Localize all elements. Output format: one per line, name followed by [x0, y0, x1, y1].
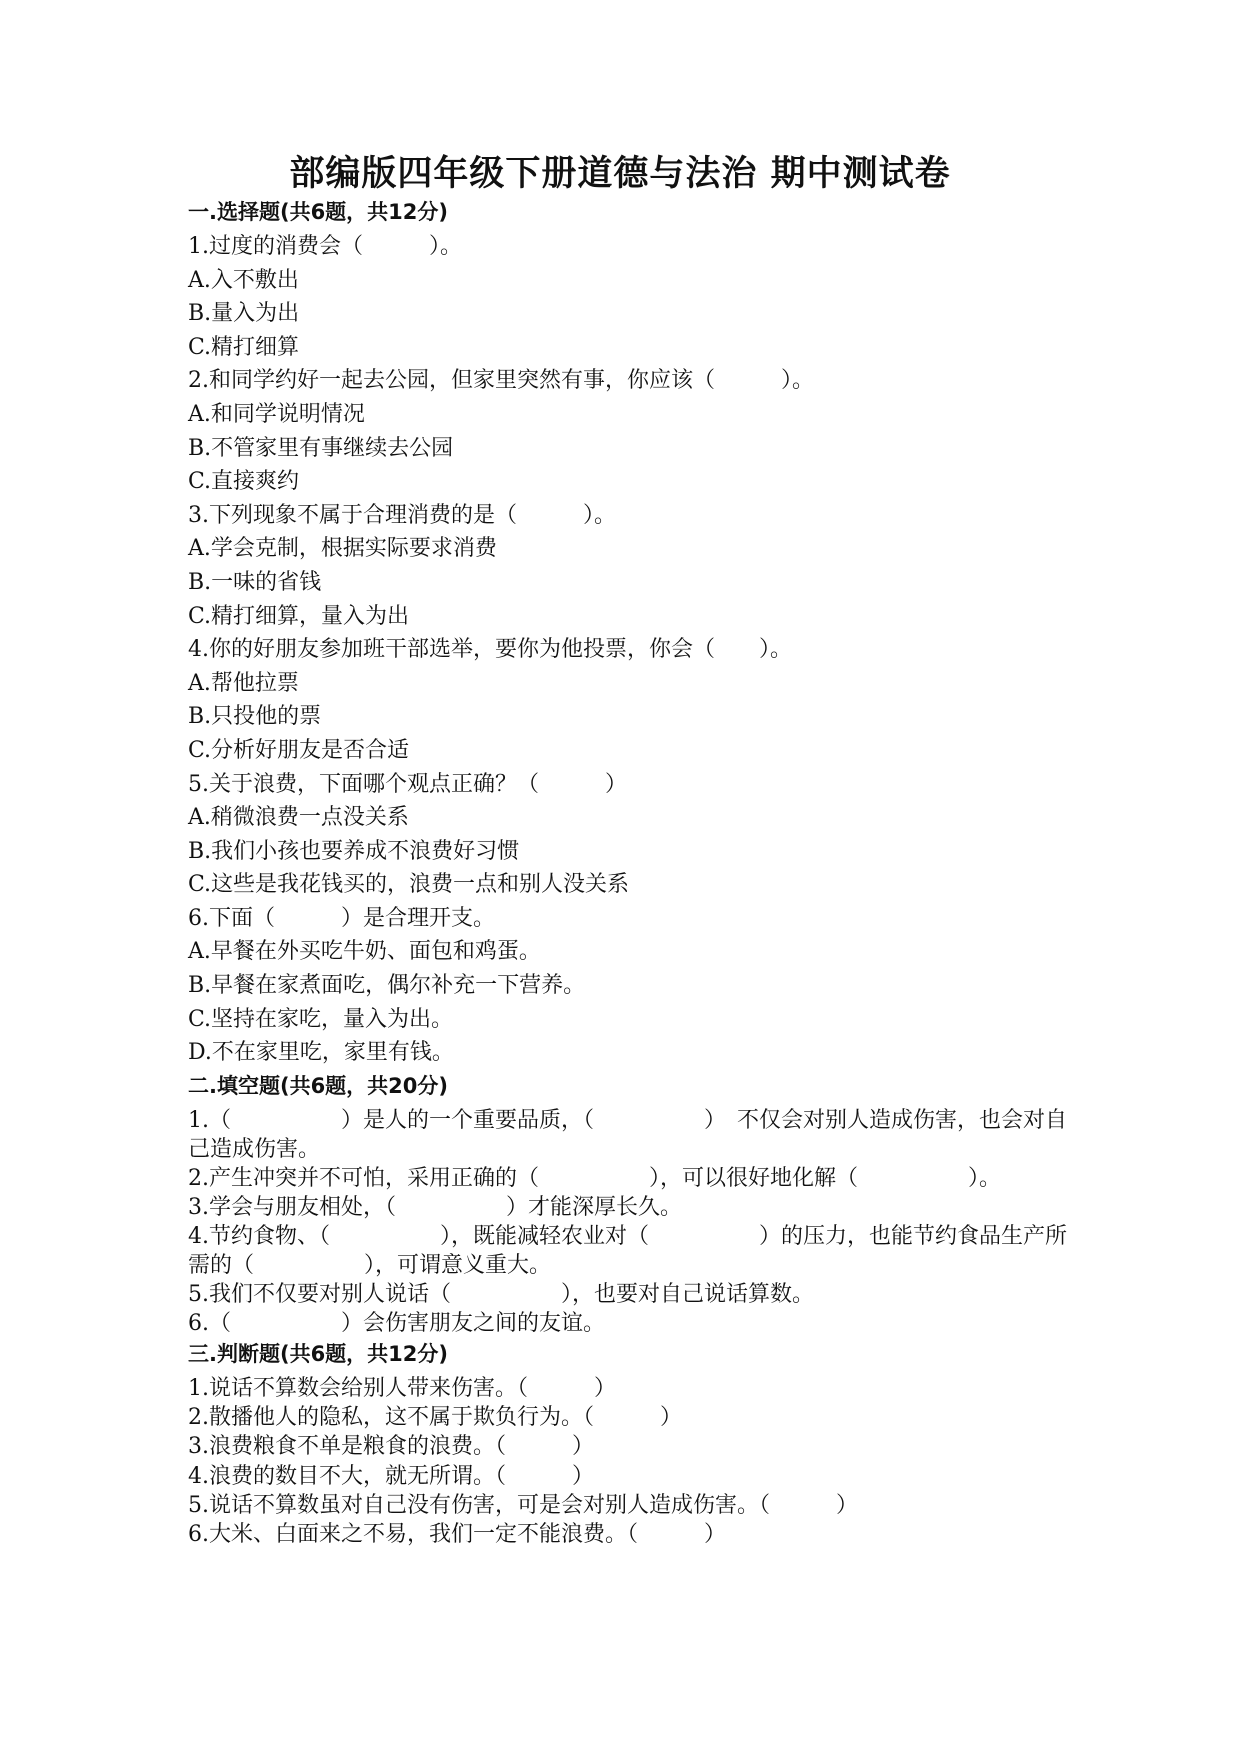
question-line: 3.浪费粮食不单是粮食的浪费。（ ）: [188, 1434, 594, 1460]
question-line: 6.下面（ ）是合理开支。: [188, 905, 495, 931]
option-line: A.早餐在外买吃牛奶、面包和鸡蛋。: [188, 939, 541, 965]
option-line: C.分析好朋友是否合适: [188, 737, 410, 763]
option-line: D.不在家里吃，家里有钱。: [188, 1040, 454, 1066]
option-line: B.不管家里有事继续去公园: [188, 435, 454, 461]
question-line: 2.散播他人的隐私，这不属于欺负行为。（ ）: [188, 1405, 682, 1431]
option-line: A.稍微浪费一点没关系: [188, 805, 409, 831]
question-line: 5.说话不算数虽对自己没有伤害，可是会对别人造成伤害。（ ）: [188, 1493, 858, 1519]
option-line: B.只投他的票: [188, 704, 322, 730]
section-choice-questions: [188, 230, 1088, 1070]
option-line: C.直接爽约: [188, 469, 300, 495]
option-line: B.我们小孩也要养成不浪费好习惯: [188, 838, 520, 864]
option-line: A.学会克制，根据实际要求消费: [188, 536, 497, 562]
section-true-false-questions: [188, 1374, 1088, 1550]
question-line: 3.学会与朋友相处，（ ）才能深厚长久。: [188, 1194, 682, 1220]
section-fill-blank-questions: [188, 1106, 1088, 1338]
page-title: 部编版四年级下册道德与法治 期中测试卷: [289, 154, 951, 194]
question-line: 4.浪费的数目不大，就无所谓。（ ）: [188, 1463, 594, 1489]
option-line: A.入不敷出: [188, 267, 299, 293]
section-heading-true-false: 三.判断题(共6题，共12分): [188, 1341, 449, 1366]
question-line: 4.节约食物、（ ），既能减轻农业对（ ）的压力，也能节约食品生产所需的（ ），可谓意义重大。: [188, 1223, 1067, 1278]
option-line: C.精打细算: [188, 334, 300, 360]
option-line: B.量入为出: [188, 301, 300, 327]
question-line: 3.下列现象不属于合理消费的是（ ）。: [188, 502, 616, 528]
question-line: 5.关于浪费，下面哪个观点正确？（ ）: [188, 771, 627, 797]
question-line: 2.产生冲突并不可怕，采用正确的（ ），可以很好地化解（ ）。: [188, 1165, 1001, 1191]
option-line: B.一味的省钱: [188, 569, 322, 595]
question-line: 6.大米、白面来之不易，我们一定不能浪费。（ ）: [188, 1522, 726, 1548]
option-line: B.早餐在家煮面吃，偶尔补充一下营养。: [188, 973, 586, 999]
question-line: 1.（ ）是人的一个重要品质，（ ） 不仅会对别人造成伤害，也会对自己造成伤害。: [188, 1107, 1067, 1162]
option-line: A.帮他拉票: [188, 670, 299, 696]
section-heading-choice: 一.选择题(共6题，共12分): [188, 200, 449, 224]
option-line: C.坚持在家吃，量入为出。: [188, 1006, 454, 1032]
question-line: 1.说话不算数会给别人带来伤害。（ ）: [188, 1375, 616, 1401]
question-line: 4.你的好朋友参加班干部选举，要你为他投票，你会（ ）。: [188, 637, 792, 663]
option-line: A.和同学说明情况: [188, 401, 365, 427]
question-line: 6.（ ）会伤害朋友之间的友谊。: [188, 1310, 605, 1336]
option-line: C.精打细算，量入为出: [188, 603, 410, 629]
question-line: 5.我们不仅要对别人说话（ ），也要对自己说话算数。: [188, 1281, 814, 1307]
option-line: C.这些是我花钱买的，浪费一点和别人没关系: [188, 872, 630, 898]
document-body: [188, 196, 1088, 1550]
question-line: 1.过度的消费会（ ）。: [188, 234, 462, 259]
question-line: 2.和同学约好一起去公园，但家里突然有事，你应该（ ）。: [188, 368, 814, 394]
section-heading-fill-blank: 二.填空题(共6题，共20分): [188, 1073, 449, 1098]
